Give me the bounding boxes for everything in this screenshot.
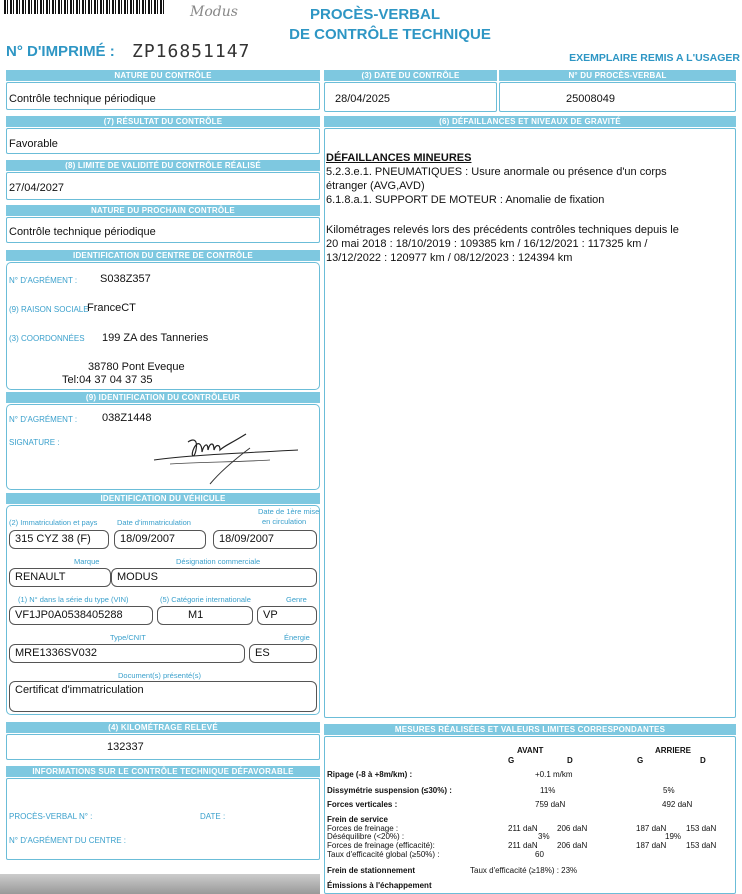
avant-heading: AVANT [517, 746, 544, 755]
address-line2: 38780 Pont Eveque [88, 361, 185, 373]
ff-ad: 206 daN [557, 824, 588, 833]
km-history-line1: Kilométrages relevés lors des précédents contrôles techniques depuis le [326, 224, 679, 236]
first-circ-field: 18/09/2007 [213, 530, 317, 549]
defavorable-title: INFORMATIONS SUR LE CONTRÔLE TECHNIQUE DÉFAVORABLE [6, 766, 320, 777]
marque-field: RENAULT [9, 568, 111, 587]
stationnement-value: Taux d'efficacité (≥18%) : 23% [470, 866, 578, 875]
emissions-label: Émissions à l'échappement [327, 881, 432, 890]
vehicule-title: IDENTIFICATION DU VÉHICULE [6, 493, 320, 504]
print-number-label: N° D'IMPRIMÉ : [6, 43, 115, 60]
arriere-heading: ARRIERE [655, 746, 692, 755]
defaillances-title: (6) DÉFAILLANCES ET NIVEAUX DE GRAVITÉ [324, 116, 736, 127]
centre-tel: Tel:04 37 04 37 35 [62, 374, 153, 386]
barcode [4, 0, 164, 14]
deseq-label: Déséquilibre (<20%) : [327, 832, 405, 841]
defaillances-heading: DÉFAILLANCES MINEURES [326, 152, 472, 164]
nature-controle-value: Contrôle technique périodique [9, 93, 156, 105]
signature-label: SIGNATURE : [9, 438, 60, 447]
pv-number-box [499, 82, 736, 112]
print-number: ZP16851147 [132, 41, 251, 62]
raison-sociale-value: FranceCT [87, 302, 136, 314]
date-controle-value: 28/04/2025 [335, 93, 391, 105]
date-immat-label: Date d'immatriculation [117, 518, 191, 527]
deseq-arriere: 19% [665, 832, 682, 841]
genre-label: Genre [286, 595, 307, 604]
km-title: (4) KILOMÉTRAGE RELEVÉ [6, 722, 320, 733]
handwritten-note: Modus [190, 4, 238, 20]
centre-agrement-value: S038Z357 [100, 273, 151, 285]
address-line1: 199 ZA des Tanneries [102, 332, 209, 344]
type-label: Type/CNIT [110, 633, 146, 642]
marque-label: Marque [74, 557, 100, 566]
ff-rg: 187 daN [636, 824, 667, 833]
designation-label: Désignation commerciale [176, 557, 261, 566]
ffe-label: Forces de freinage (efficacité): [327, 841, 435, 850]
km-history-line2: 20 mai 2018 : 18/10/2019 : 109385 km / 16/12/2021 : 117325 km / [326, 238, 648, 250]
prochain-value: Contrôle technique périodique [9, 226, 156, 238]
genre-field: VP [257, 606, 317, 625]
forces-v-avant: 759 daN [535, 800, 566, 809]
pv-number-title: N° DU PROCÈS-VERBAL [499, 70, 736, 81]
defavorable-pv-label: PROCÈS-VERBAL N° : [9, 812, 93, 821]
ff-rd: 153 daN [686, 824, 717, 833]
mesures-title: MESURES RÉALISÉES ET VALEURS LIMITES CORRESPONDANTES [324, 724, 736, 735]
defavorable-date-label: DATE : [200, 812, 226, 821]
defaillance-line3: 6.1.8.a.1. SUPPORT DE MOTEUR : Anomalie de fixation [326, 194, 605, 206]
designation-field: MODUS [111, 568, 317, 587]
defaillances-box [324, 128, 736, 718]
nature-controle-title: NATURE DU CONTRÔLE [6, 70, 320, 81]
first-circ-label-2: en circulation [262, 517, 307, 526]
km-history-line3: 13/12/2022 : 120977 km / 08/12/2023 : 124394 km [326, 252, 573, 264]
title-line1: PROCÈS-VERBAL [309, 6, 440, 23]
ripage-value: +0.1 m/km [535, 770, 573, 779]
validite-title: (8) LIMITE DE VALIDITÉ DU CONTRÔLE RÉALISÉ [6, 160, 320, 171]
forces-v-label: Forces verticales : [327, 800, 398, 809]
prochain-title: NATURE DU PROCHAIN CONTRÔLE [6, 205, 320, 216]
km-box [6, 734, 320, 760]
forces-v-arriere: 492 daN [662, 800, 693, 809]
ffe-rd: 153 daN [686, 841, 717, 850]
dissym-avant: 11% [540, 786, 556, 795]
pv-number-value: 25008049 [566, 93, 615, 105]
stationnement-label: Frein de stationnement [327, 866, 416, 875]
defaillance-line2: étranger (AVG,AVD) [326, 180, 425, 192]
taux-label: Taux d'efficacité global (≥50%) : [327, 850, 440, 859]
centre-agrement-label: N° D'AGRÉMENT : [9, 276, 78, 285]
immat-field: 315 CYZ 38 (F) [9, 530, 109, 549]
immat-label: (2) Immatriculation et pays [9, 518, 98, 527]
ff-label: Forces de freinage : [327, 824, 399, 833]
avant-g: G [508, 756, 515, 765]
raison-sociale-label: (9) RAISON SOCIALE [9, 305, 89, 314]
validite-value: 27/04/2027 [9, 182, 65, 194]
frein-service-label: Frein de service [327, 815, 388, 824]
docs-field: Certificat d'immatriculation [9, 681, 317, 712]
controleur-agrement-label: N° D'AGRÉMENT : [9, 415, 78, 424]
ffe-ag: 211 daN [508, 841, 538, 850]
dissym-label: Dissymétrie suspension (≤30%) : [327, 786, 452, 795]
resultat-value: Favorable [9, 138, 58, 150]
first-circ-label-1: Date de 1ère mise [258, 507, 320, 516]
controleur-title: (9) IDENTIFICATION DU CONTRÔLEUR [6, 392, 320, 403]
centre-title: IDENTIFICATION DU CENTRE DE CONTRÔLE [6, 250, 320, 261]
ripage-label: Ripage (-8 à +8m/km) : [327, 770, 413, 779]
date-controle-title: (3) DATE DU CONTRÔLE [324, 70, 497, 81]
defavorable-agrement-label: N° D'AGRÉMENT DU CENTRE : [9, 836, 127, 845]
docs-label: Document(s) présenté(s) [118, 671, 201, 680]
avant-d: D [567, 756, 573, 765]
ffe-ad: 206 daN [557, 841, 588, 850]
signature [150, 420, 310, 490]
controleur-agrement-value: 038Z1448 [102, 412, 152, 424]
vin-label: (1) N° dans la série du type (VIN) [18, 595, 129, 604]
ff-ag: 211 daN [508, 824, 538, 833]
energie-field: ES [249, 644, 317, 663]
categorie-field: M1 [157, 606, 253, 625]
deseq-avant: 3% [538, 832, 550, 841]
defaillance-line1: 5.2.3.e.1. PNEUMATIQUES : Usure anormale ou présence d'un corps [326, 166, 667, 178]
resultat-title: (7) RÉSULTAT DU CONTRÔLE [6, 116, 320, 127]
taux-value: 60 [535, 850, 544, 859]
arriere-d: D [700, 756, 706, 765]
categorie-label: (5) Catégorie internationale [160, 595, 251, 604]
arriere-g: G [637, 756, 644, 765]
date-immat-field: 18/09/2007 [114, 530, 206, 549]
type-field: MRE1336SV032 [9, 644, 245, 663]
energie-label: Énergie [284, 633, 310, 642]
copy-label: EXEMPLAIRE REMIS A L'USAGER [569, 52, 740, 64]
coordonnees-label: (3) COORDONNÉES [9, 334, 85, 343]
title-line2: DE CONTRÔLE TECHNIQUE [289, 26, 491, 43]
bottom-shadow [0, 874, 320, 894]
vin-field: VF1JP0A0538405288 [9, 606, 153, 625]
km-value: 132337 [107, 741, 144, 753]
ffe-rg: 187 daN [636, 841, 667, 850]
dissym-arriere: 5% [663, 786, 675, 795]
